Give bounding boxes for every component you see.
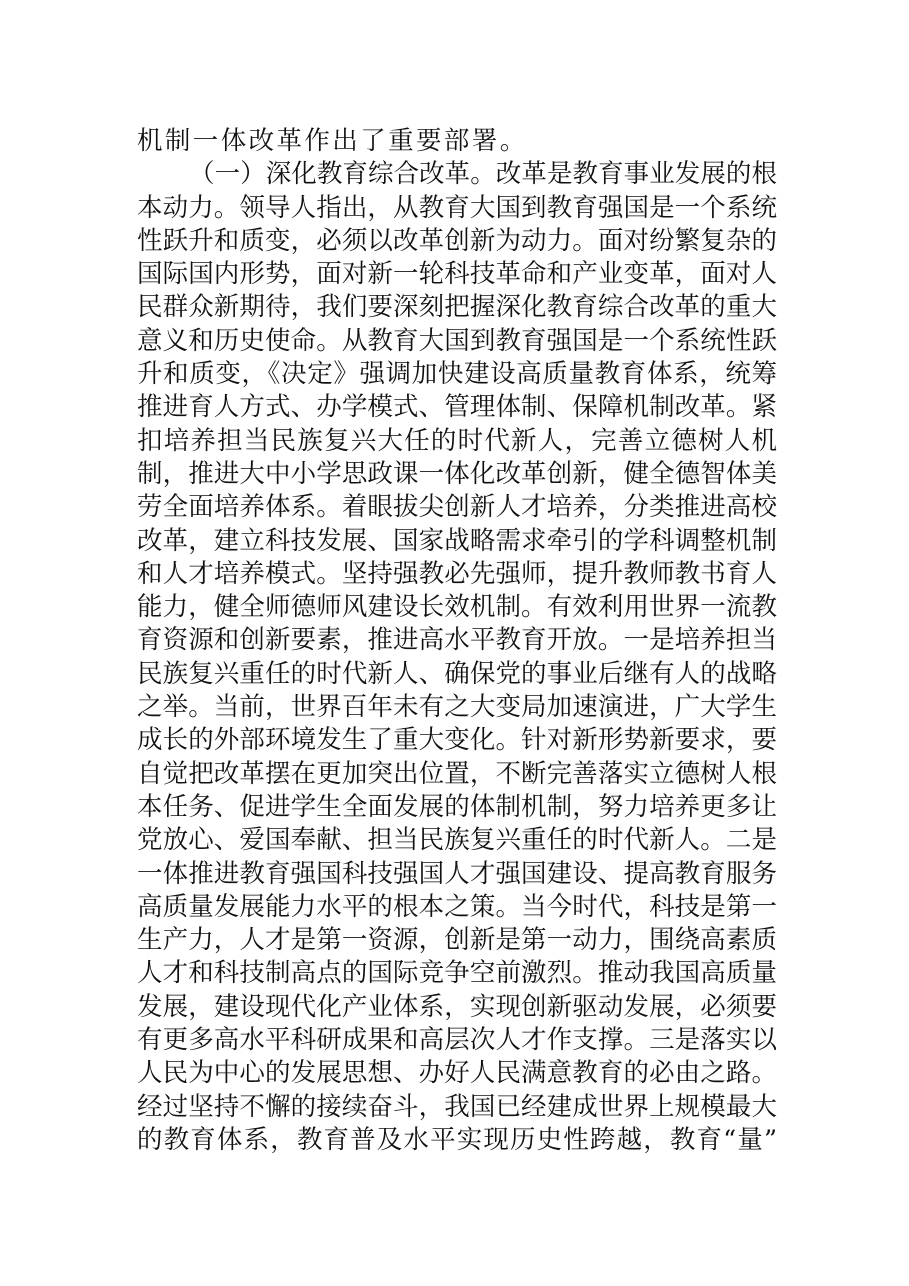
- text-line: 能力，健全师德师风建设长效机制。有效利用世界一流教: [137, 592, 777, 623]
- text-line: 劳全面培养体系。着眼拔尖创新人才培养，分类推进高校: [137, 492, 777, 523]
- text-line: 人才和科技制高点的国际竞争空前激烈。推动我国高质量: [137, 958, 777, 989]
- text-line: 党放心、爱国奉献、担当民族复兴重任的时代新人。二是: [137, 825, 777, 856]
- text-line: 改革，建立科技发展、国家战略需求牵引的学科调整机制: [137, 525, 777, 556]
- text-line: 性跃升和质变，必须以改革创新为动力。面对纷繁复杂的: [137, 225, 777, 256]
- text-line: 高质量发展能力水平的根本之策。当今时代，科技是第一: [137, 891, 777, 922]
- text-line: 经过坚持不懈的接续奋斗，我国已经建成世界上规模最大: [137, 1091, 777, 1122]
- text-line: 民群众新期待，我们要深刻把握深化教育综合改革的重大: [137, 292, 777, 323]
- text-line: 发展，建设现代化产业体系，实现创新驱动发展，必须要: [137, 991, 777, 1022]
- text-line: 的教育体系，教育普及水平实现历史性跨越，教育“量”: [137, 1124, 777, 1155]
- text-line: （一）深化教育综合改革。改革是教育事业发展的根: [189, 159, 777, 190]
- text-line: 本任务、促进学生全面发展的体制机制，努力培养更多让: [137, 791, 777, 822]
- text-line: 推进育人方式、办学模式、管理体制、保障机制改革。紧: [137, 392, 777, 423]
- text-line: 和人才培养模式。坚持强教必先强师，提升教师教书育人: [137, 558, 777, 589]
- text-line: 升和质变，《决定》强调加快建设高质量教育体系，统筹: [137, 359, 777, 390]
- text-line: 人民为中心的发展思想、办好人民满意教育的必由之路。: [137, 1058, 777, 1089]
- text-line: 育资源和创新要素，推进高水平教育开放。一是培养担当: [137, 625, 777, 656]
- body-text: [137, 125, 777, 1157]
- text-line: 本动力。领导人指出，从教育大国到教育强国是一个系统: [137, 192, 777, 223]
- text-line: 民族复兴重任的时代新人、确保党的事业后继有人的战略: [137, 658, 777, 689]
- text-line: 生产力，人才是第一资源，创新是第一动力，围绕高素质: [137, 925, 777, 956]
- text-line: 扣培养担当民族复兴大任的时代新人，完善立德树人机: [137, 425, 777, 456]
- text-line: 机制一体改革作出了重要部署。: [137, 126, 528, 156]
- text-line: 意义和历史使命。从教育大国到教育强国是一个系统性跃: [137, 325, 777, 356]
- text-line: 一体推进教育强国科技强国人才强国建设、提高教育服务: [137, 858, 777, 889]
- text-line: 成长的外部环境发生了重大变化。针对新形势新要求，要: [137, 725, 777, 756]
- text-line: 国际国内形势，面对新一轮科技革命和产业变革，面对人: [137, 259, 777, 290]
- text-line: 有更多高水平科研成果和高层次人才作支撑。三是落实以: [137, 1025, 777, 1056]
- text-line: 制，推进大中小学思政课一体化改革创新，健全德智体美: [137, 458, 777, 489]
- text-line: 之举。当前，世界百年未有之大变局加速演进，广大学生: [137, 692, 777, 723]
- text-line: 自觉把改革摆在更加突出位置，不断完善落实立德树人根: [137, 758, 777, 789]
